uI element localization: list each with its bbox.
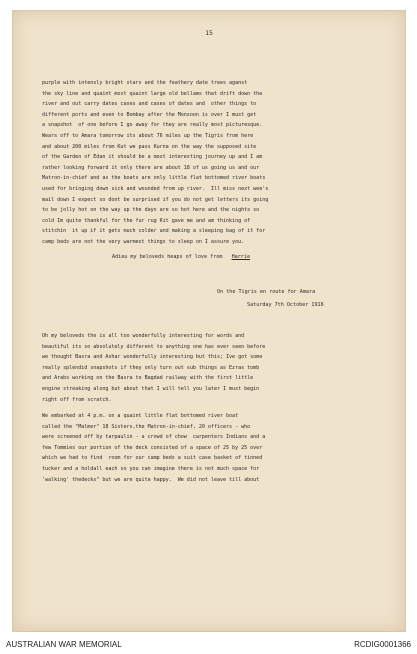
text-line: the sky line and quaint most quaint large old bellams that drift down the [42,90,263,97]
text-line: river and out carry dates cases and cases of dates and other things to [42,101,257,108]
text-line: Matron-in-chief and as the boats are only little flat bottomed river boats [42,175,266,182]
text-line: and about 200 miles from Kut we pass Kurna on the way the supposed site [42,143,257,150]
text-line: rather looking forward it only there are about 18 of us going us and our [42,164,260,171]
text-line: cold Im quite thankful for the fur rug Kit gave me and am thinking of [42,217,251,224]
text-line: right off from scratch. [42,396,112,403]
footer-item-id: RCDIG0001366 [354,640,411,649]
page-number: 15 [205,29,213,37]
text-line: and Arabs working on the Basra to Bagdad railway with the first little [42,375,254,382]
text-line: a snapshot of one before I go away for they are really most picturesque. [42,122,263,129]
text-line: few Tommies our portion of the deck consisted of a space of 25 by 25 over [42,444,263,451]
paragraph-1 [42,78,392,248]
text-line: used for bringing down sick and wounded from up river. Ill miss next wee's [42,185,269,192]
text-line: Oh my beloveds the is all too wonderfully interesting for words and [42,333,245,339]
dateline-date: Saturday 7th October 1916 [247,302,324,308]
document-page [12,10,406,632]
text-line: different ports and even to Bombay after the Monsoon is over I must get [42,111,257,118]
text-line: engine streaking along but about that I will tell you later I must begin [42,385,260,392]
text-line: mail down I expect so dont be surprised if you do not get letters its going [42,196,269,203]
text-line: we thought Basra and Ashar wonderfully interesting but this; Ive got some [42,354,263,361]
signoff-line [112,254,250,260]
dateline-place: On the Tigris en route for Amara [217,289,316,295]
text-line: 'walking' thedecks" but we are quite happy. We did not leave till about [42,476,260,483]
text-line: were screened off by tarpaulin - a crowd of chow carpenters Indians and a [42,434,266,441]
text-line: purple with intensly bright stars and the feathery date trees aganst [42,80,248,86]
archive-footer [0,634,417,654]
text-line: We embarked at 4 p.m. on a quaint little flat bottomed river boat [42,413,239,419]
text-line: to be jolly hot on the way up the days are so hot here and the nights so [42,207,260,214]
text-line: which we had to find room for our camp beds a suit case basket of tinned [42,455,263,462]
paragraph-2 [42,331,392,405]
text-line: stitchin it up if it gets much colder and making a sleeping bag of it for [42,228,266,235]
paragraph-3 [42,411,392,485]
text-line: beautiful its so absolutely different to anything one has ever seen before [42,343,266,350]
footer-archive-name: AUSTRALIAN WAR MEMORIAL [6,640,122,649]
text-line: really splendid snapshots if they only turn out sub things as Ezras tomb [42,364,260,371]
text-line: Wears off to Amara tomorrow its about 76 miles up the Tigris from here [42,132,254,139]
signoff-text: Adieu my beloveds heaps of love from [112,254,223,260]
text-line: tucker and a holdall each so you can imagine there is not much space for [42,465,260,472]
signature: Harrie [231,254,251,260]
text-line: called the "Malmer" 18 Sisters,the Matron-in-chief, 20 officers - who [42,423,251,430]
text-line: of the Garden of Edan it should be a most interesting journey up and I am [42,154,263,161]
text-line: camp beds are not the very warmest things to sleep on I assure you. [42,238,245,245]
